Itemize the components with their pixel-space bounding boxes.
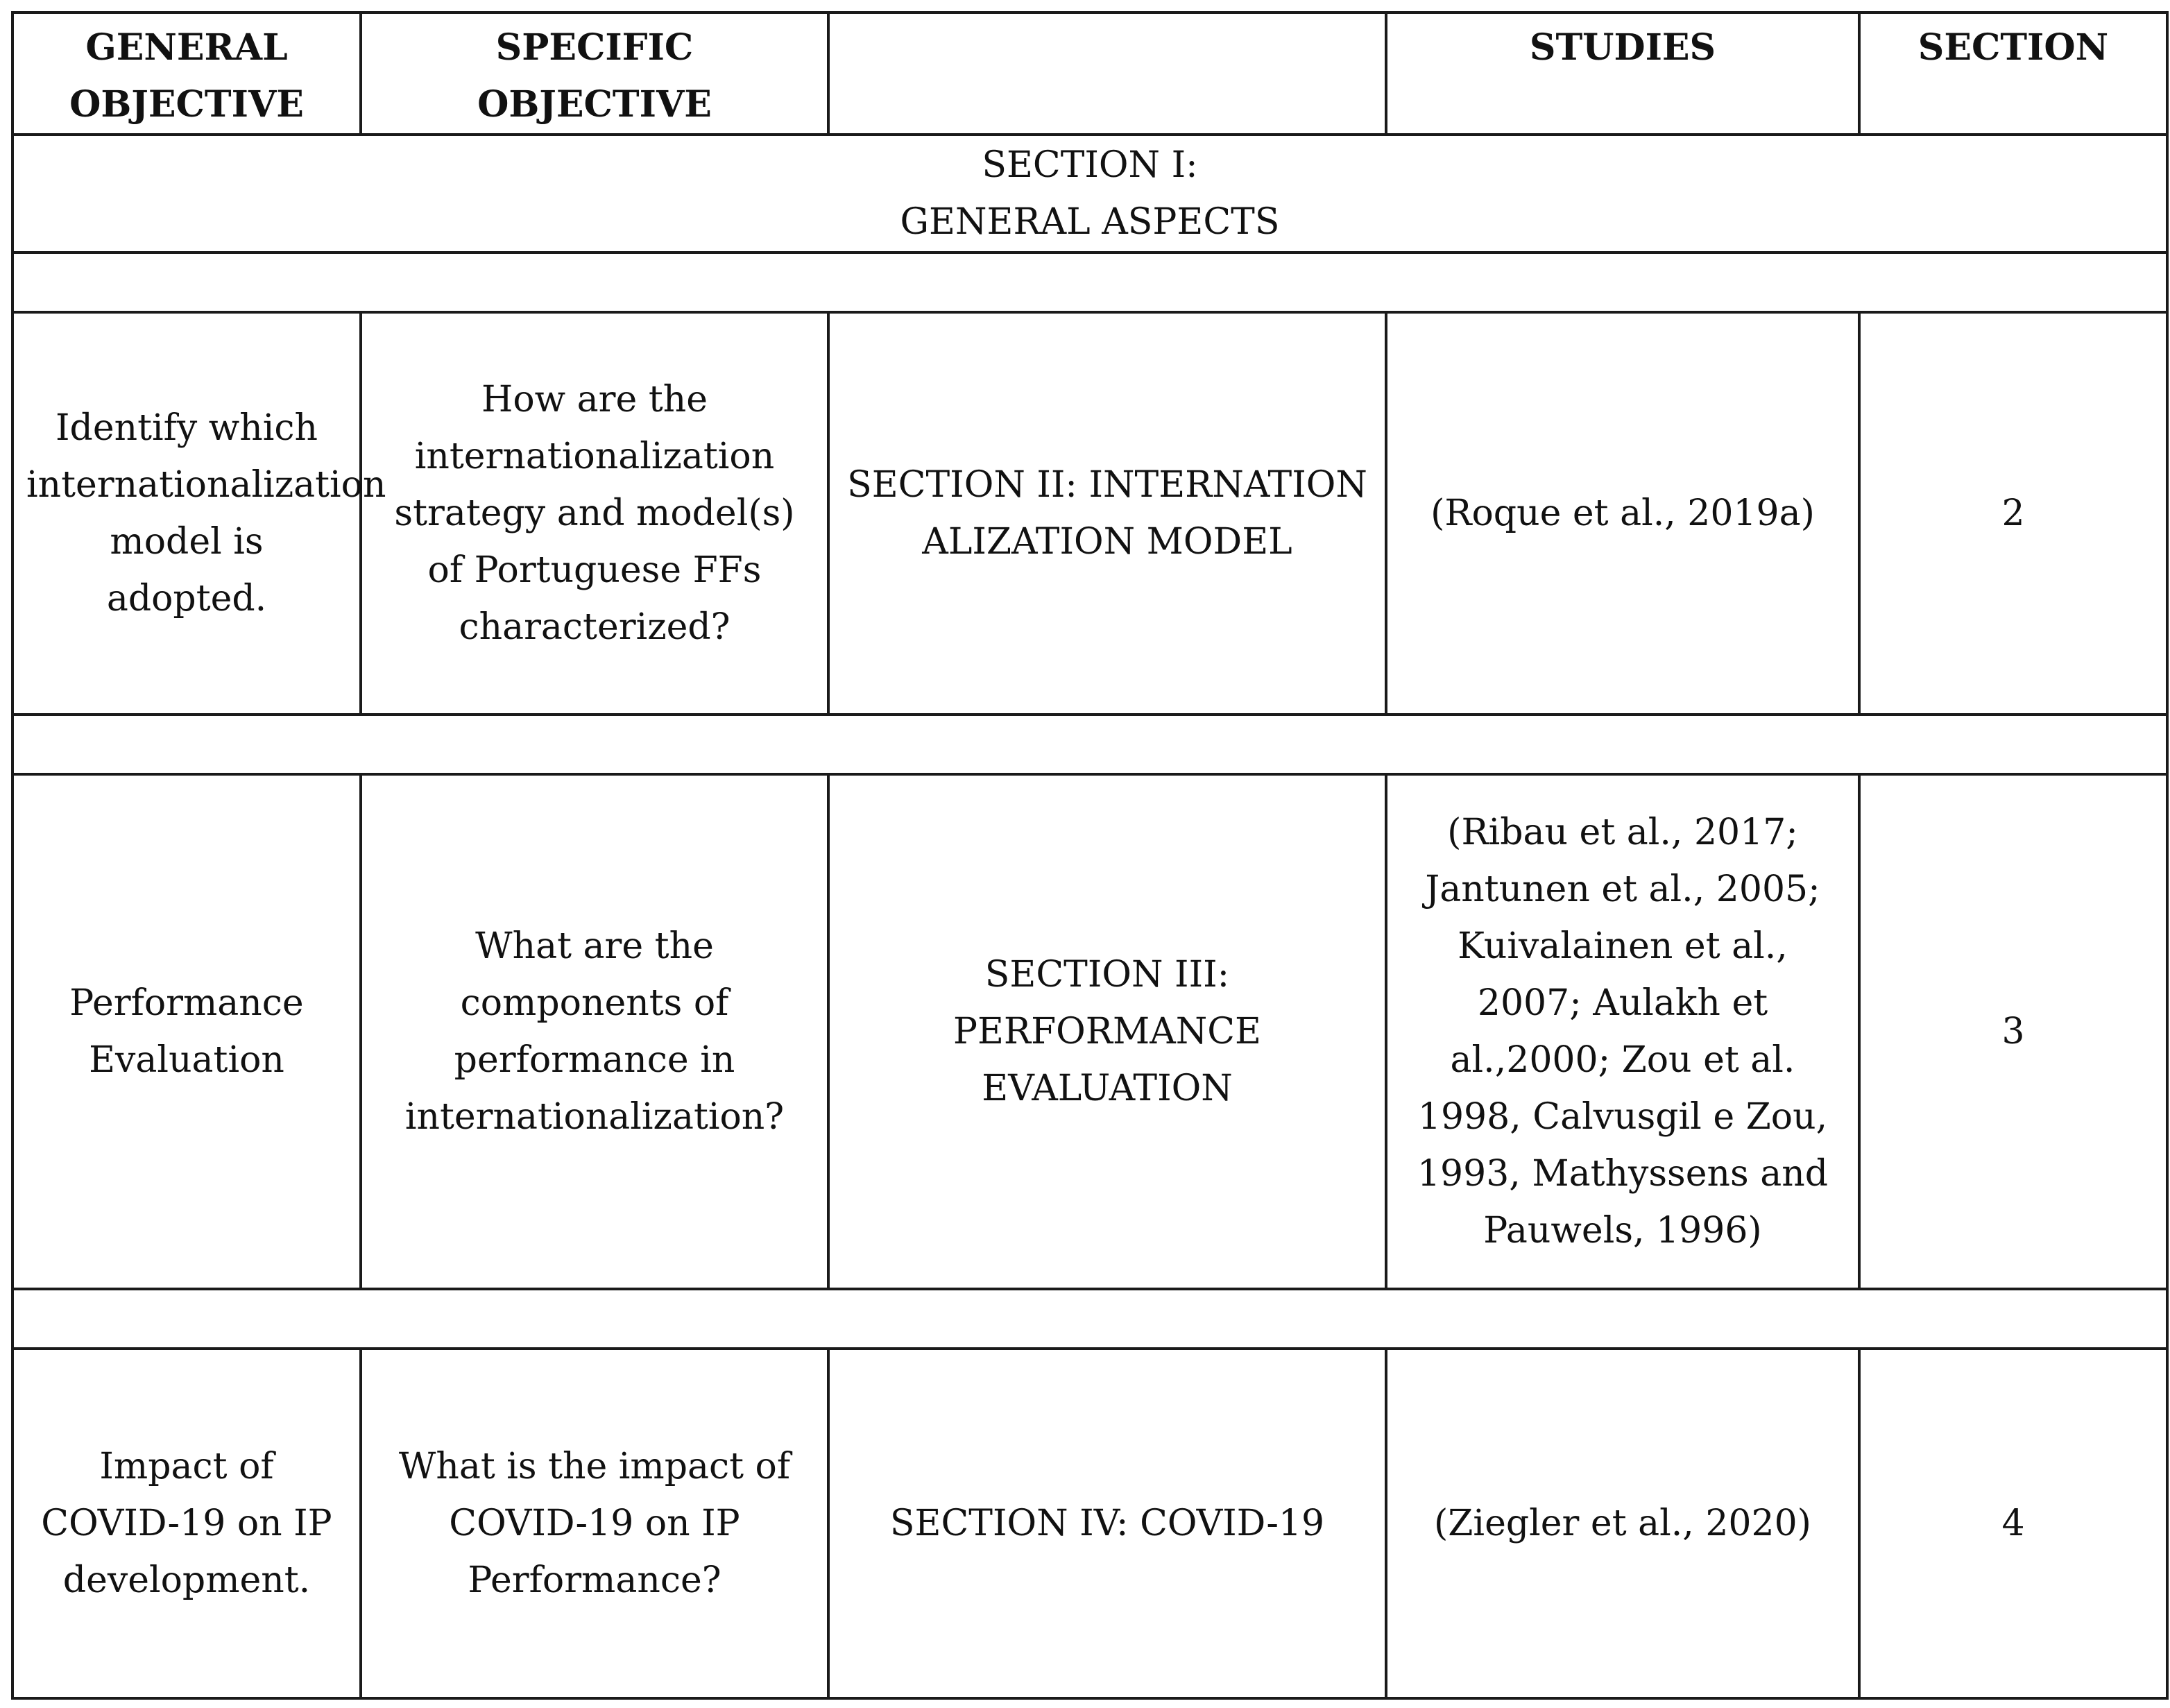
table-row [12,312,2167,715]
section-i-cell [12,135,2167,253]
specific-objective-cell: What is the impact of COVID-19 on IP Performance? [361,1349,828,1698]
spacer-row [12,253,2167,312]
spacer-cell [12,253,2167,312]
header-general-objective: GENERAL OBJECTIVE [12,12,361,135]
studies-cell: (Roque et al., 2019a) [1386,312,1859,715]
header-blank [828,12,1386,135]
spacer-row [12,715,2167,774]
spacer-row [12,1289,2167,1349]
questionnaire-structure-table [11,11,2169,1700]
section-i-row [12,135,2167,253]
section-number-cell: 3 [1859,774,2167,1289]
general-objective-cell: Performance Evaluation [12,774,361,1289]
header-row [12,12,2167,135]
specific-objective-cell: What are the components of performance in internationalization? [361,774,828,1289]
header-studies: STUDIES [1386,12,1859,135]
spacer-cell [12,715,2167,774]
general-objective-cell: Identify which internationalization model is adopted. [12,312,361,715]
section-number-cell: 2 [1859,312,2167,715]
section-title-cell: SECTION IV: COVID-19 [828,1349,1386,1698]
studies-cell: (Ziegler et al., 2020) [1386,1349,1859,1698]
table-row [12,1349,2167,1698]
section-title-cell: SECTION III: PERFORMANCE EVALUATION [828,774,1386,1289]
general-objective-cell: Impact of COVID-19 on IP development. [12,1349,361,1698]
section-i-line1: SECTION I: [982,144,1198,186]
section-number-cell: 4 [1859,1349,2167,1698]
section-title-cell: SECTION II: INTERNATIONALIZATION MODEL [828,312,1386,715]
spacer-cell [12,1289,2167,1349]
studies-cell: (Ribau et al., 2017; Jantunen et al., 2005; Kuivalainen et al., 2007; Aulakh et al.,2000; Zou et al. 1998, Calvusgil e Zou, 1993, Mathyssens and Pauwels, 1996) [1386,774,1859,1289]
header-section: SECTION [1859,12,2167,135]
section-i-line2: GENERAL ASPECTS [900,201,1280,243]
header-specific-objective: SPECIFIC OBJECTIVE [361,12,828,135]
table-row [12,774,2167,1289]
specific-objective-cell: How are the internationalization strategy and model(s) of Portuguese FFs characterized? [361,312,828,715]
